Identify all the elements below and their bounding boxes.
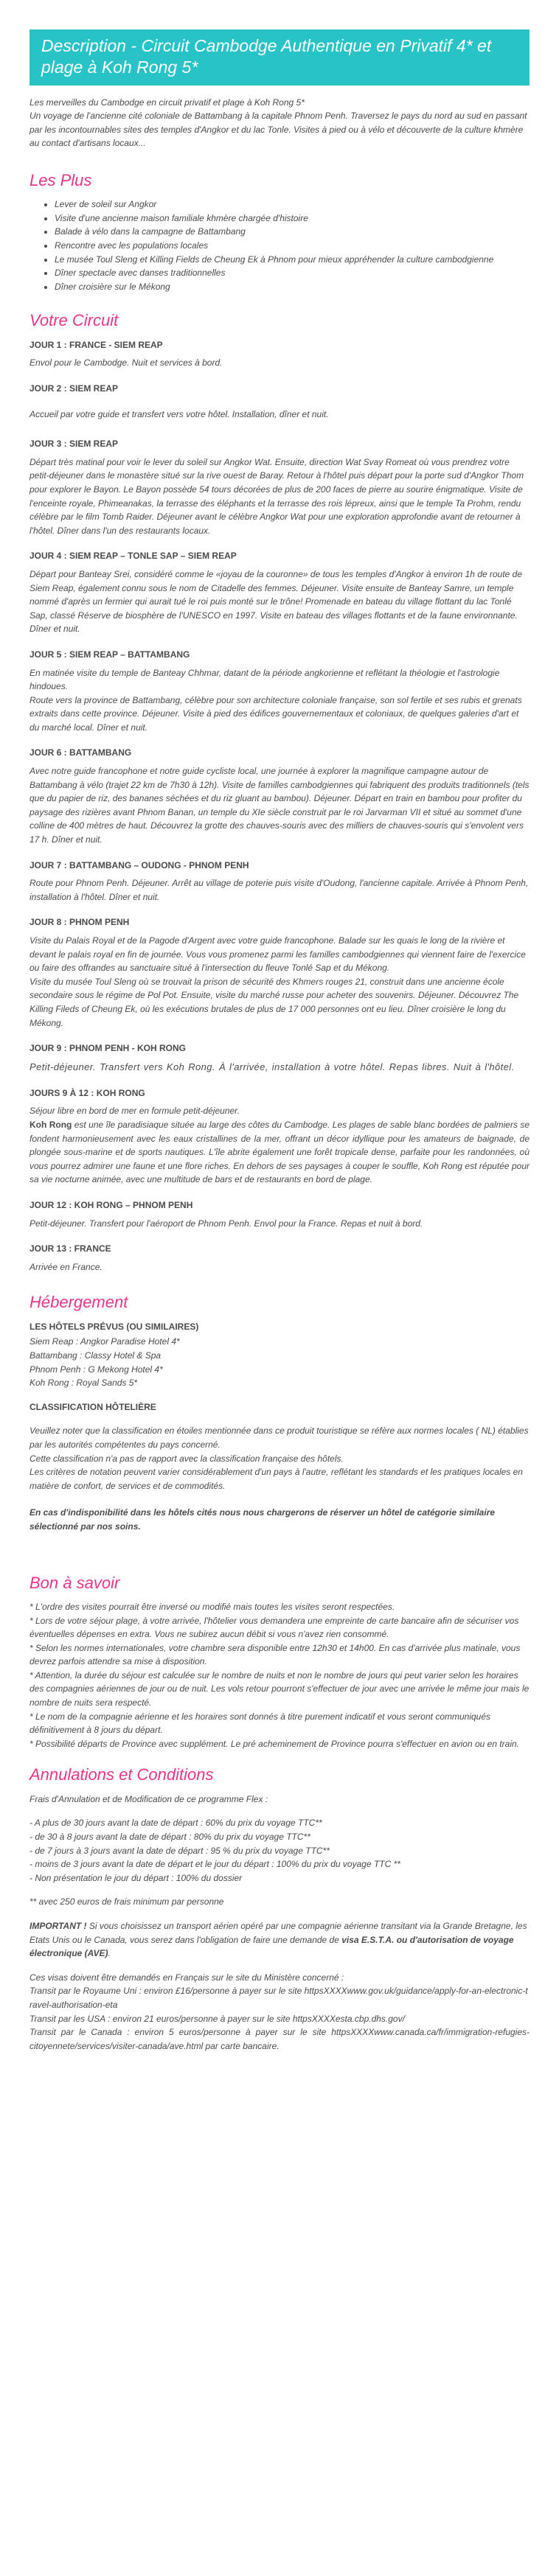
koh-rong-label: Koh Rong <box>29 1120 72 1131</box>
spacer <box>29 1885 530 1895</box>
day-text: Route pour Phnom Penh. Déjeuner. Arrêt au village de poterie puis visite d'Oudong, l'ancienne capitale. Arrivée à Phnom Penh, installation à l'hôtel. Dîner et nuit. <box>29 878 529 902</box>
section-heading-bon: Bon à savoir <box>29 1573 120 1592</box>
day-12 <box>29 1198 530 1230</box>
day-text: Avec notre guide francophone et notre guide cycliste local, une journée à explorer la magnifique campagne autour de Battambang à vélo (trajet 22 km de 7h30 à 12h). Visite de familles cambodgiennes qui fabriquent des produits traditionnels (tels que du papier de riz, des bananes séchées et du riz gluant au bambou). Déjeuner. Départ en train en bambou pour profiter du paysage des rizières avant Phnom Banan, un temple du XIe siècle construit par le roi Jarvarman VII et situé au sommet d'une colline de 400 mètres de haut. Découvrez la grotte des chauves-souris avec des milliers de chauves-souris qui s'envolent vers 17 h. Dîner et nuit. <box>29 766 530 845</box>
day-title: JOUR 3 : SIEM REAP <box>29 439 119 450</box>
list-item: • Rencontre avec les populations locales <box>55 239 530 253</box>
day-text: Accueil par votre guide et transfert vers votre hôtel. Installation, dîner et nuit. <box>29 408 329 419</box>
day-text <box>29 1118 530 1187</box>
plus-list <box>29 198 530 293</box>
day-6 <box>29 746 530 846</box>
important-end: . <box>108 1948 111 1959</box>
note-item: * Selon les normes internationales, votre chambre sera disponible entre 12h30 et 14h00. En cas d'arrivée plus matinale, vous devrez parfois attendre sa mise à disposition. <box>29 1642 521 1667</box>
classification-text: Cette classification n'a pas de rapport avec la classification française des hôtels. <box>29 1453 344 1464</box>
important-text: Si vous choisissez un transport aérien opéré par une compagnie aérienne transitant via la Grande Bretagne, les Etats Unis ou le Canada, vous serez dans l'obligation de faire une demande de <box>29 1921 527 1945</box>
indispo-block <box>29 1506 530 1533</box>
important-bold: visa E.S.T.A. ou d'autorisation de voyage électronique (AVE) <box>29 1934 514 1959</box>
day-title: JOURS 9 À 12 : KOH RONG <box>29 1087 145 1098</box>
page-title: Description - Circuit Cambodge Authentique en Privatif 4* et plage à Koh Rong 5* <box>29 29 530 85</box>
intro <box>29 96 530 150</box>
important-label: IMPORTANT ! <box>29 1921 87 1931</box>
day-text: Départ très matinal pour voir le lever du soleil sur Angkor Wat. Ensuite, direction Wat Svay Romeat où vous prendrez votre petit-déjeuner dans le monastère situé sur la rive ouest de Baray. Retour à l'hôtel puis départ pour la porte sud d'Angkor Thom pour explorer le Bayon. Le Bayon possède 54 tours décorées de plus de 200 faces de pierre au sourire énigmatique. Visite de l'enceinte royale, Phimeanakas, la terrasse des éléphants et la terrasse des rois lépreux, ainsi que le temple Ta Prohm, rendu célèbre par le film Tomb Raider. Déjeuner avant le célèbre Angkor Wat pour une exploration approfondie avant de retourner à l'hôtel. Dîner dans l'un des restaurants locaux. <box>29 456 524 536</box>
hotel-item: Koh Rong : Royal Sands 5* <box>29 1378 138 1389</box>
day-text: Petit-déjeuner. Transfert pour l'aéroport de Phnom Penh. Envol pour la France. Repas et nuit à bord. <box>29 1218 423 1229</box>
day-text: Visite du Palais Royal et de la Pagode d'Argent avec votre guide francophone. Balade sur les quais le long de la rivière et devant le palais royal en fin de journée. Vous vous promenez parmi les familles cambodgiennes qui viennent faire de l'exercice ou faire des offrandes au sanctuaire situé à l'intersection du fleuve Tonlé Sap et du Mékong. Visite du musée Toul Sleng où se trouvait la prison de sécurité des Khmers rouges 21, construit dans une ancienne école secondaire sous le régime de Pol Pot. Ensuite, visite du marché russe pour acheter des souvenirs. Déjeuner. Découvrez The Killing Fileds of Cheung Ek, où les exécutions brutales de plus de 17 000 personnes ont eu lieu. Dîner croisière le long du Mékong. <box>29 935 526 1028</box>
visa-line: Transit par le Royaume Uni : environ £16/personne à payer sur le site httpsXXXXwww.gov.uk/guidance/apply-for-an-electronic-travel-authorisation-eta <box>29 1986 528 2010</box>
spacer <box>29 1544 530 1574</box>
day-title: JOUR 1 : FRANCE - SIEM REAP <box>29 339 163 350</box>
day-text: Séjour libre en bord de mer en formule petit-déjeuner. <box>29 1106 240 1117</box>
classification-title: CLASSIFICATION HÔTELIÈRE <box>29 1401 156 1412</box>
note-item: * L'ordre des visites pourrait être inversé ou modifié mais toutes les visites seront respectées. <box>29 1601 395 1612</box>
day-9-12 <box>29 1086 530 1187</box>
day-title: JOUR 9 : PHNOM PENH - KOH RONG <box>29 1043 187 1054</box>
intro-tagline: Les merveilles du Cambodge en circuit privatif et plage à Koh Rong 5* <box>29 97 305 108</box>
spacer <box>29 1806 530 1816</box>
day-title: JOUR 8 : PHNOM PENH <box>29 917 130 928</box>
visa-line: Transit par les USA : environ 21 euros/personne à payer sur le site httpsXXXXesta.cbp.dhs.gov/ <box>29 2013 405 2024</box>
note-item: * Possibilité départs de Province avec supplément. Le pré acheminement de Province pourra s'effectuer en avion ou en train. <box>29 1738 520 1749</box>
day-title: JOUR 6 : BATTAMBANG <box>29 747 132 758</box>
annul-line: - de 30 à 8 jours avant la date de départ : 80% du prix du voyage TTC** <box>29 1832 310 1843</box>
annul-line: - de 7 jours à 3 jours avant la date de départ : 95 % du prix du voyage TTC** <box>29 1845 330 1856</box>
intro-text: Un voyage de l'ancienne cité coloniale de Battambang à la capitale Phnom Penh. Traversez le pays du nord au sud en passant par les incontournables sites des temples d'Angkor et du lac Tonle. Visites à pied ou à vélo et découverte de la culture khmère au contact d'artisans locaux... <box>29 111 527 149</box>
day-text: En matinée visite du temple de Banteay Chhmar, datant de la période angkorienne et reflétant la théologie et l'astrologie hindoues. Route vers la province de Battambang, célèbre pour son architecture coloniale française, son sol fertile et ses rubis et grenats extraits dans cette province. Déjeuner. Visite à pied des édifices gouvernementaux et coloniaux, de quelques galeries d'art et du marché local. Dîner et nuit. <box>29 667 522 733</box>
day-4 <box>29 549 530 636</box>
list-item: • Dîner spectacle avec danses traditionnelles <box>55 266 530 280</box>
day-5 <box>29 648 530 735</box>
notes-block <box>29 1600 530 1751</box>
important-note <box>29 1919 530 1961</box>
hotel-item: Siem Reap : Angkor Paradise Hotel 4* <box>29 1336 180 1347</box>
note-item: * Attention, la durée du séjour est calculée sur le nombre de nuits et non le nombre de jours qui peut varier selon les horaires des compagnies aériennes de jour ou de nuit. Les vols retour pourront s'effectuer de jour avec une arrivée le même jour mais le nombre de nuits sera respecté. <box>29 1669 530 1708</box>
visa-line: Transit par le Canada : environ 5 euros/personne à payer sur le site httpsXXXXwww.canada.ca/fr/immigration-refugies-citoyennete/services/visiter-canada/ave.html par carte bancaire. <box>29 2027 530 2051</box>
list-item: • Dîner croisière sur le Mékong <box>55 280 530 294</box>
section-heading-hebergement: Hébergement <box>29 1293 128 1312</box>
annul-minimum: ** avec 250 euros de frais minimum par personne <box>29 1896 224 1907</box>
koh-rong-text: est une île paradisiaque située au large des côtes du Cambodge. Les plages de sable blanc bordées de palmiers se fondent harmonieusement avec les eaux cristallines de la mer, offrant un décor idyllique pour les amateurs de baignade, de plongée sous-marine et de sports nautiques. L'île abrite également une forêt tropicale dense, parfaite pour les randonnées, où vous pourrez admirer une faune et une flore riches. En dehors de ses paysages à couper le souffle, Koh Rong est réputée pour sa vie nocturne animée, avec une multitude de bars et de restaurants en bord de plage. <box>29 1120 530 1185</box>
day-title: JOUR 2 : SIEM REAP <box>29 383 119 394</box>
classification-text: Veuillez noter que la classification en étoiles mentionnée dans ce produit touristique se réfère aux normes locales ( NL) établies par les autorités compétentes du pays concerné. <box>29 1425 529 1450</box>
list-item: • Lever de soleil sur Angkor <box>55 198 530 212</box>
day-title: JOUR 5 : SIEM REAP – BATTAMBANG <box>29 649 190 660</box>
annul-line: - A plus de 30 jours avant la date de départ : 60% du prix du voyage TTC** <box>29 1818 322 1829</box>
annul-intro: Frais d'Annulation et de Modification de ce programme Flex : <box>29 1793 268 1804</box>
hotel-item: Battambang : Classy Hotel & Spa <box>29 1350 162 1361</box>
day-text: Envol pour le Cambodge. Nuit et services à bord. <box>29 357 223 369</box>
annul-line: - moins de 3 jours avant la date de départ et le jour du départ : 100% du prix du voyage TTC ** <box>29 1859 400 1870</box>
hotels-block <box>29 1320 530 1390</box>
day-text: Départ pour Banteay Srei, considéré comme le «joyau de la couronne» de tous les temples d'Angkor à environ 1h de route de Siem Reap, également connu sous le nom de Citadelle des femmes. Déjeuner. Visite ensuite de Banteay Samre, un temple nommé d'après un fermier qui aurait tué le roi puis monté sur le trône! Promenade en bateau du village flottant du lac Tonlé Sap, classé Réserve de biosphère de l'UNESCO en 1997. Visite en bateau des villages flottants et de la faune environnante. Dîner et nuit. <box>29 568 523 635</box>
annul-line: - Non présentation le jour du départ : 100% du dossier <box>29 1872 243 1883</box>
note-item: * Lors de votre séjour plage, à votre arrivée, l'hôtelier vous demandera une empreinte de carte bancaire afin de sécuriser vos éventuelles dépenses en extra. Vous ne subirez aucun débit si vous n'avez rien consommé. <box>29 1615 519 1640</box>
list-item: • Le musée Toul Sleng et Killing Fields de Cheung Ek à Phnom pour mieux appréhender la culture cambodgienne <box>55 253 530 267</box>
list-item: • Visite d'une ancienne maison familiale khmère chargée d'histoire <box>55 212 530 226</box>
hotel-item: Phnom Penh : G Mekong Hotel 4* <box>29 1364 163 1375</box>
classification-block <box>29 1400 530 1493</box>
section-heading-circuit: Votre Circuit <box>29 311 119 330</box>
section-heading-annulations: Annulations et Conditions <box>29 1765 214 1784</box>
visa-line: Ces visas doivent être demandés en Français sur le site du Ministère concerné : <box>29 1972 344 1983</box>
hotels-title: LES HÔTELS PRÉVUS (OU SIMILAIRES) <box>29 1321 199 1332</box>
spacer <box>29 1909 530 1919</box>
day-text: Arrivée en France. <box>29 1261 103 1272</box>
section-heading-plus: Les Plus <box>29 170 92 189</box>
day-title: JOUR 4 : SIEM REAP – TONLE SAP – SIEM REAP <box>29 551 237 562</box>
day-1 <box>29 338 530 370</box>
day-title: JOUR 7 : BATTAMBANG – OUDONG - PHNOM PENH <box>29 859 249 870</box>
day-3 <box>29 437 530 537</box>
day-title: JOUR 13 : FRANCE <box>29 1243 111 1254</box>
day-text: Petit-déjeuner. Transfert vers Koh Rong. À l'arrivée, installation à votre hôtel. Repas libres. Nuit à l'hôtel. <box>29 1061 515 1072</box>
list-item: • Balade à vélo dans la campagne de Battambang <box>55 225 530 239</box>
classification-text: Les critères de notation peuvent varier considérablement d'un pays à l'autre, reflétant les standards et les pratiques locales en matière de confort, de services et de commodités. <box>29 1467 523 1491</box>
day-13 <box>29 1242 530 1274</box>
annulations-block <box>29 1793 530 2053</box>
day-8 <box>29 915 530 1030</box>
day-7 <box>29 859 530 904</box>
note-item: * Le nom de la compagnie aérienne et les horaires sont donnés à titre purement indicatif et vous seront communiqués définitivement à 8 jours du départ. <box>29 1711 491 1736</box>
day-2 <box>29 382 530 421</box>
day-9 <box>29 1041 530 1075</box>
spacer <box>29 1961 530 1971</box>
indispo-text: En cas d'indisponibilité dans les hôtels cités nous nous chargerons de réserver un hôtel de catégorie similaire sélectionné par nos soins. <box>29 1507 496 1532</box>
day-title: JOUR 12 : KOH RONG – PHNOM PENH <box>29 1200 193 1211</box>
